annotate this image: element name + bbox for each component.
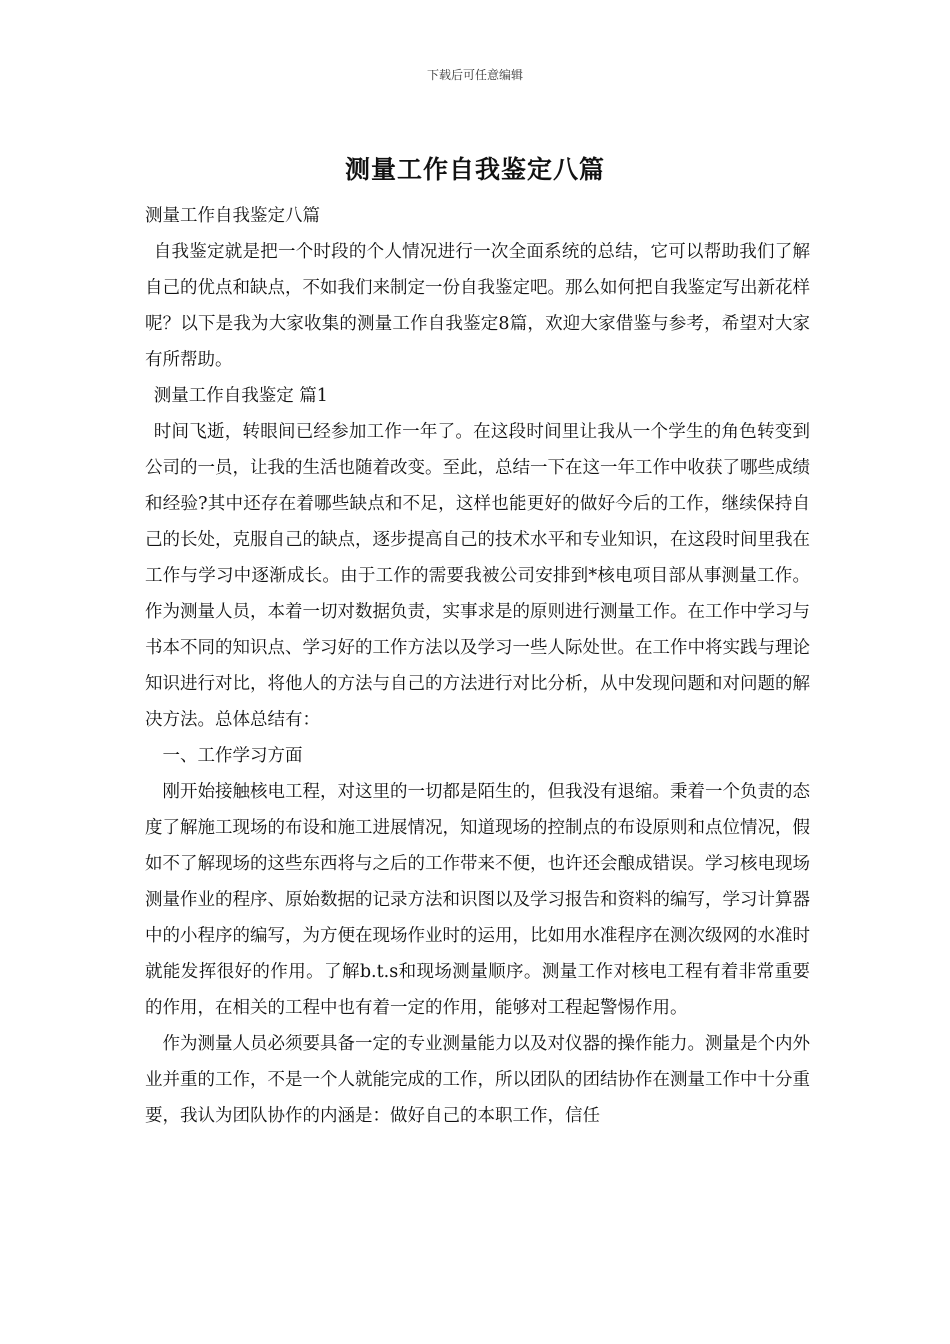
document-subtitle: 测量工作自我鉴定八篇 (145, 206, 320, 226)
body-paragraph: 刚开始接触核电工程，对这里的一切都是陌生的，但我没有退缩。秉着一个负责的态度了解施工现场的布设和施工进展情况，知道现场的控制点的布设原则和点位情况，假如不了解现场的这些东西将与之后的工作带来不便，也许还会酿成错误。学习核电现场测量作业的程序、原始数据的记录方法和识图以及学习报告和资料的编写，学习计算器中的小程序的编写，为方便在现场作业时的运用，比如用水准程序在测次级网的水准时就能发挥很好的作用。了解b.t.s和现场测量顺序。测量工作对核电工程有着非常重要的作用，在相关的工程中也有着一定的作用，能够对工程起警惕作用。 (145, 782, 810, 1018)
body-paragraph: 时间飞逝，转眼间已经参加工作一年了。在这段时间里让我从一个学生的角色转变到公司的一员，让我的生活也随着改变。至此，总结一下在这一年工作中收获了哪些成绩和经验?其中还存在着哪些缺点和不足，这样也能更好的做好今后的工作，继续保持自己的长处，克服自己的缺点，逐步提高自己的技术水平和专业知识，在这段时间里我在工作与学习中逐渐成长。由于工作的需要我被公司安排到*核电项目部从事测量工作。作为测量人员，本着一切对数据负责，实事求是的原则进行测量工作。在工作中学习与书本不同的知识点、学习好的工作方法以及学习一些人际处世。在工作中将实践与理论知识进行对比，将他人的方法与自己的方法进行对比分析，从中发现问题和对问题的解决方法。总体总结有： (145, 422, 810, 730)
intro-paragraph: 自我鉴定就是把一个时段的个人情况进行一次全面系统的总结，它可以帮助我们了解自己的优点和缺点，不如我们来制定一份自我鉴定吧。那么如何把自我鉴定写出新花样呢？以下是我为大家收集的测量工作自我鉴定8篇，欢迎大家借鉴与参考，希望对大家有所帮助。 (145, 242, 810, 370)
article-heading: 测量工作自我鉴定 篇1 (153, 386, 328, 406)
header-note: 下载后可任意编辑 (426, 68, 523, 82)
document-body (145, 198, 810, 1134)
document-title: 测量工作自我鉴定八篇 (344, 155, 605, 184)
body-paragraph: 作为测量人员必须要具备一定的专业测量能力以及对仪器的操作能力。测量是个内外业并重的工作，不是一个人就能完成的工作，所以团队的团结协作在测量工作中十分重要，我认为团队协作的内涵是：做好自己的本职工作，信任 (145, 1034, 810, 1126)
section-heading: 一、工作学习方面 (162, 746, 303, 766)
